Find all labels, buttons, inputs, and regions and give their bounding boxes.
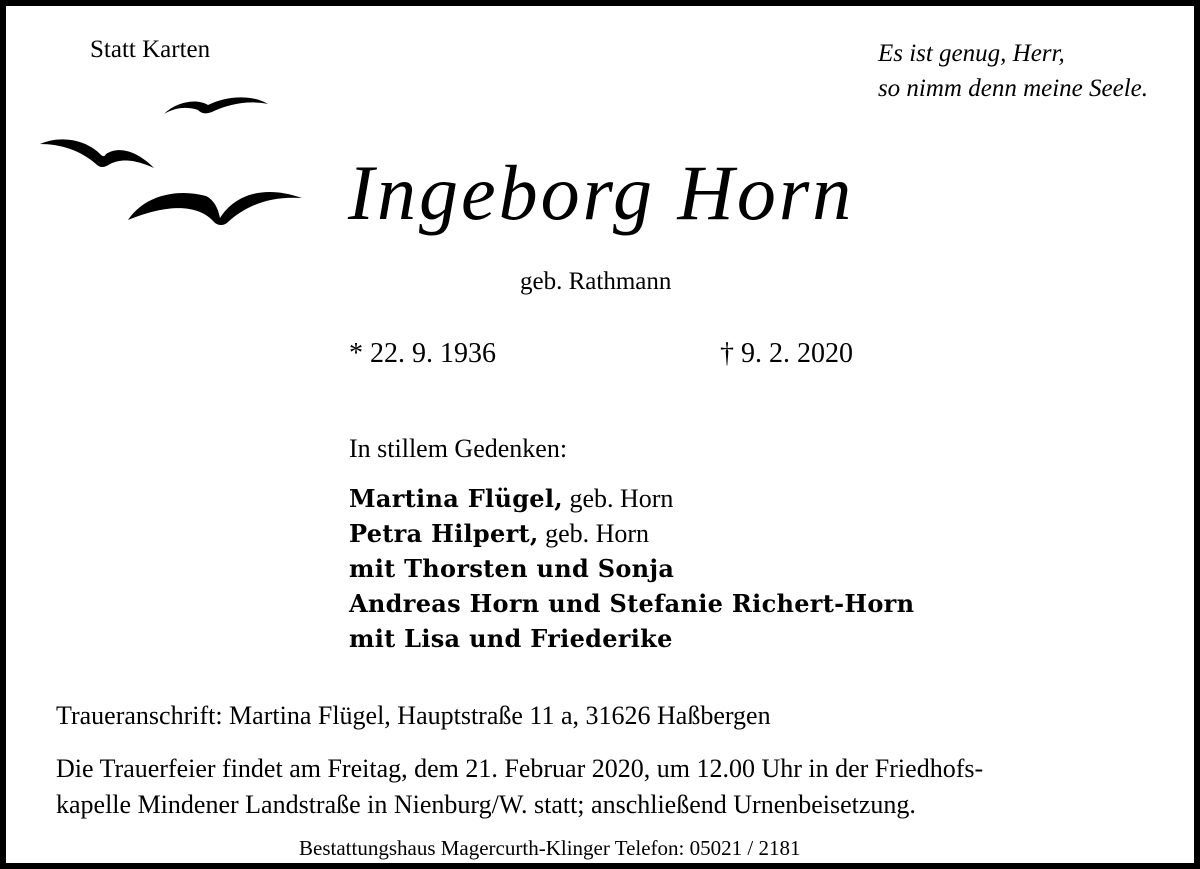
funeral-home-contact: Bestattungshaus Magercurth-Klinger Telefon: 05021 / 2181 (299, 836, 801, 860)
birds-icon (36, 92, 306, 232)
maiden-name: geb. Rathmann (520, 268, 672, 295)
bird-right (128, 192, 302, 225)
ceremony-line: kapelle Mindener Landstraße in Nienburg/W. statt; anschließend Urnenbeisetzung. (56, 790, 916, 819)
mourner-name: mit Lisa und Friederike (349, 624, 673, 653)
mourner-note: geb. Horn (538, 519, 650, 548)
mourner-line (349, 481, 914, 516)
mourner-note: geb. Horn (562, 484, 674, 513)
birth-date: * 22. 9. 1936 (349, 338, 496, 369)
quote-line: so nimm denn meine Seele. (877, 75, 1148, 102)
mourner-line (349, 516, 914, 551)
mourner-name: Petra Hilpert, (349, 519, 539, 548)
mourner-name: Martina Flügel, (349, 484, 563, 513)
mourners-list (349, 481, 914, 656)
quote-line: Es ist genug, Herr, (877, 40, 1065, 67)
mourner-line (349, 551, 914, 586)
deceased-name: Ingeborg Horn (348, 149, 855, 236)
bird-left (40, 139, 154, 168)
death-date: † 9. 2. 2020 (720, 338, 853, 369)
mourner-line (349, 586, 914, 621)
mourner-name: Andreas Horn und Stefanie Richert-Horn (349, 589, 915, 618)
quote (878, 36, 1148, 106)
mourning-address: Traueranschrift: Martina Flügel, Hauptstraße 11 a, 31626 Haßbergen (56, 701, 771, 730)
gedenken-intro: In stillem Gedenken: (349, 434, 568, 463)
ceremony-line: Die Trauerfeier findet am Freitag, dem 21. Februar 2020, um 12.00 Uhr in der Friedhofs- (56, 754, 984, 783)
mourner-name: mit Thorsten und Sonja (349, 554, 675, 583)
mourner-line (349, 621, 914, 656)
statt-karten-note: Statt Karten (90, 36, 211, 63)
ceremony-info (56, 751, 983, 823)
bird-small (164, 97, 268, 114)
